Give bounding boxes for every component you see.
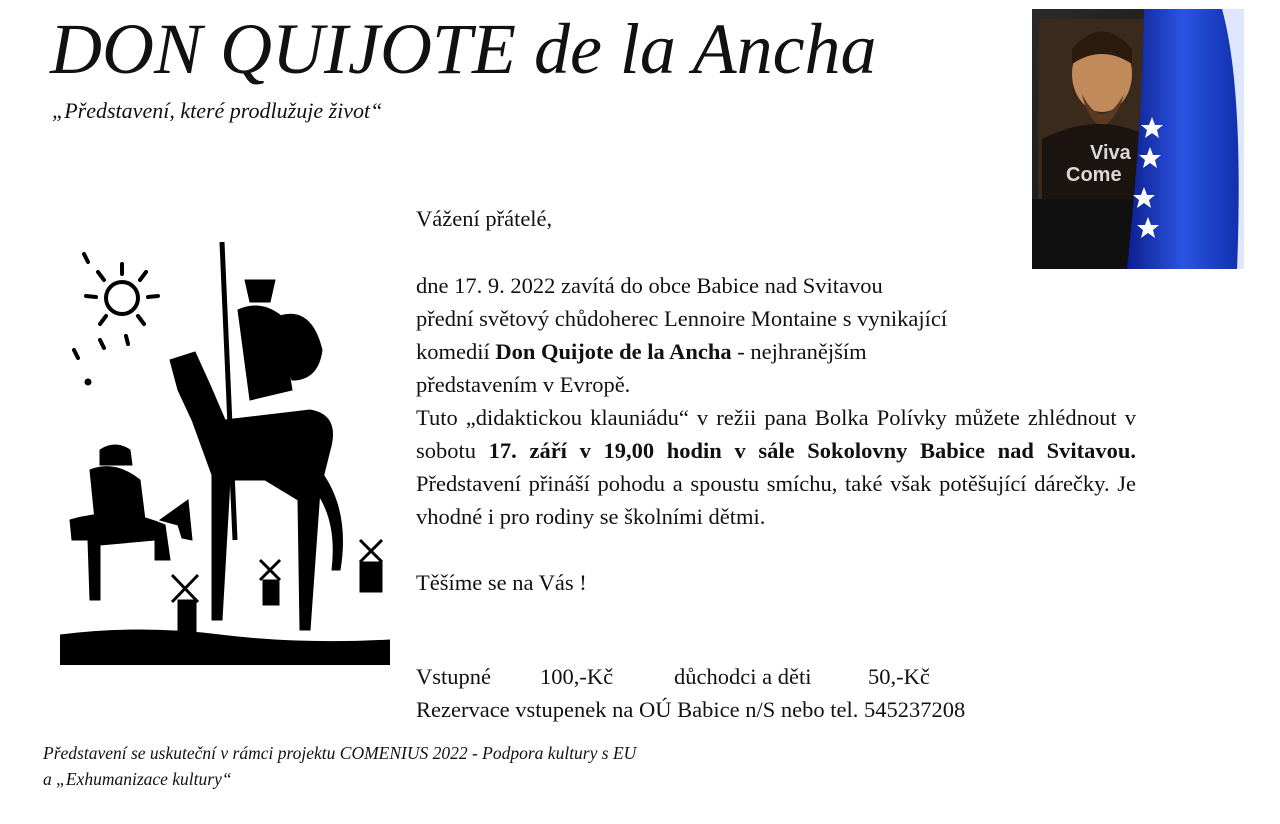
text-span: - nejhranějším — [731, 339, 867, 364]
price-info — [416, 660, 965, 726]
paragraph-1-line-3 — [416, 335, 1136, 368]
paragraph-1-line-4: představením v Evropě. — [416, 372, 631, 397]
price-line — [416, 660, 965, 693]
letter-body — [416, 202, 1136, 599]
poster-title: DON QUIJOTE de la Ancha — [50, 9, 877, 89]
text-span: komedií — [416, 339, 496, 364]
photo-caption-2: Come — [1066, 164, 1122, 186]
reduced-price: 50,-Kč — [868, 664, 930, 689]
photo-caption-1: Viva — [1090, 142, 1131, 164]
greeting: Vážení přátelé, — [416, 206, 553, 231]
closing: Těšíme se na Vás ! — [416, 570, 587, 595]
paragraph-1-line-1: dne 17. 9. 2022 zavítá do obce Babice nad Svitavou — [416, 273, 883, 298]
text-span: Tuto „didaktickou klauniádu“ v režii pana Bolka Polívky můžete zhlédnout v sobotu — [416, 405, 1136, 463]
reduced-label: důchodci a děti — [674, 664, 812, 689]
entry-label: Vstupné — [416, 664, 491, 689]
footer-line-1: Představení se uskuteční v rámci projektu COMENIUS 2022 - Podpora kultury s EU — [43, 743, 637, 763]
text-span: Představení přináší pohodu a spoustu smíchu, také však potěšující dárečky. Je vhodné i pro rodiny se školními dětmi. — [416, 471, 1136, 529]
footer-note — [43, 740, 636, 792]
footer-line-2: a „Exhumanizace kultury“ — [43, 769, 232, 789]
show-title-bold: Don Quijote de la Ancha — [495, 339, 732, 364]
event-datetime-bold: 17. září v 19,00 hodin v sále Sokolovny Babice nad Svitavou. — [488, 438, 1136, 463]
reservation-line: Rezervace vstupenek na OÚ Babice n/S nebo tel. 545237208 — [416, 697, 966, 722]
paragraph-2 — [416, 401, 1136, 533]
don-quixote-sketch-image — [60, 240, 390, 665]
paragraph-1-line-2: přední světový chůdoherec Lennoire Montaine s vynikající — [416, 306, 948, 331]
poster-subtitle: „Představení, které prodlužuje život“ — [52, 98, 383, 123]
entry-price: 100,-Kč — [540, 664, 614, 689]
